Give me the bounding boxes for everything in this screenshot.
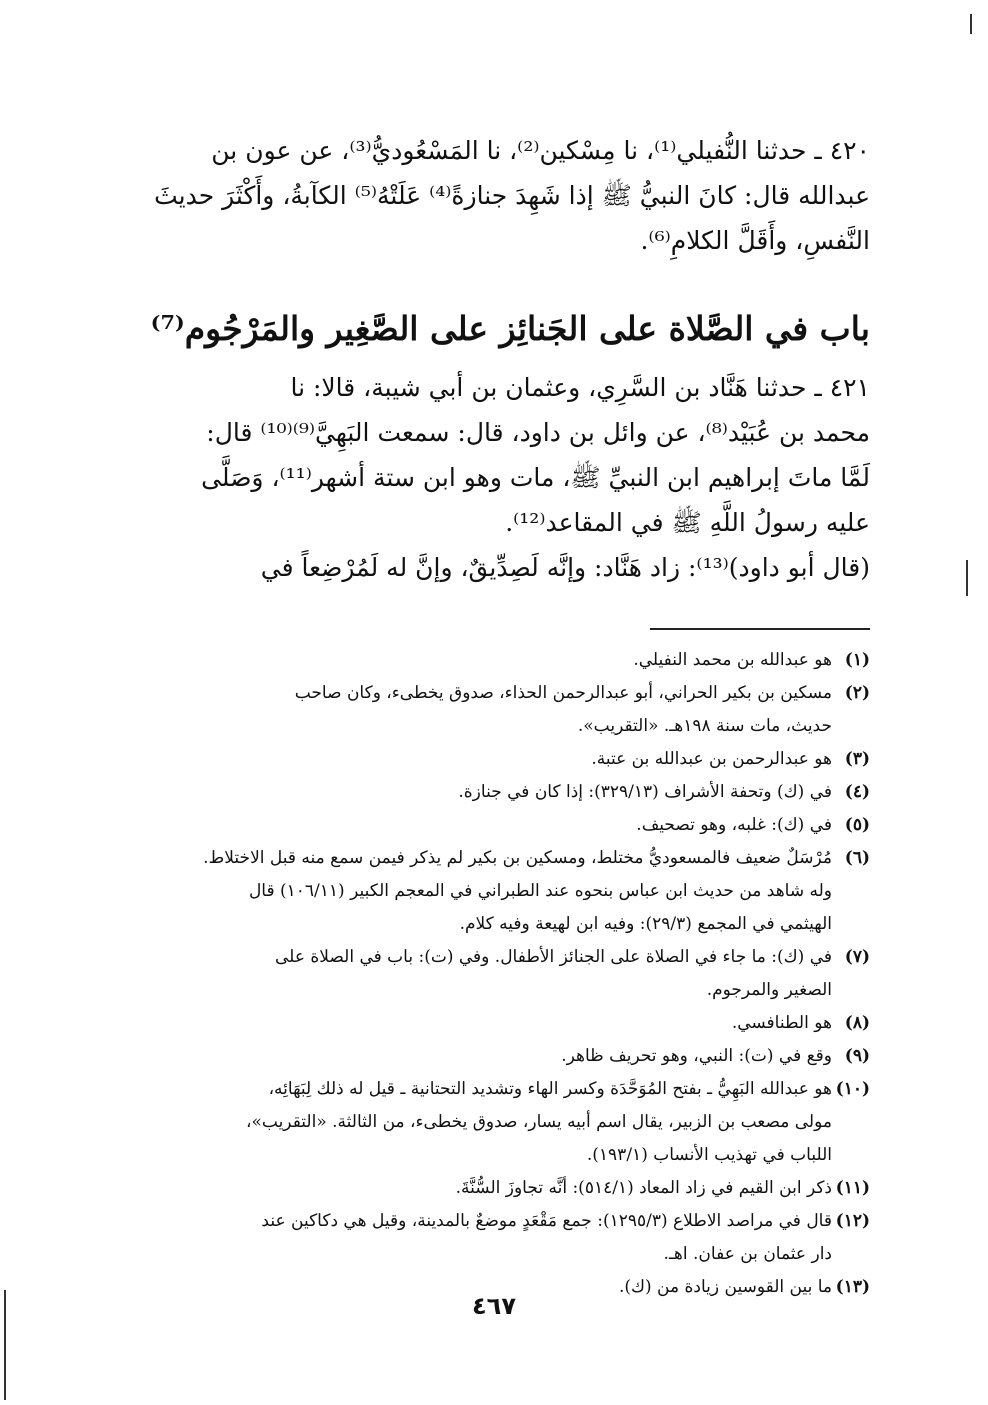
hadith-420 (118, 128, 870, 263)
footnote-line: اللباب في تهذيب الأنساب (١٩٣/١). (586, 1145, 832, 1165)
footnote-line: هو عبدالله بن محمد النفيلي. (633, 650, 832, 670)
footnote-line: وله شاهد من حديث ابن عباس بنحوه عند الطبراني في المعجم الكبير (١٠٦/١١) قال (248, 881, 832, 901)
footnote-text (118, 743, 832, 776)
footnote-line: الصغير والمرجوم. (706, 980, 832, 1000)
footnote-number: (١٢) (835, 1211, 870, 1231)
footnotes-list (118, 644, 870, 1304)
footnote-number: (٤) (844, 782, 870, 802)
footnote (118, 1040, 870, 1073)
footnote-text (118, 842, 832, 941)
footnote-number: (١٣) (835, 1277, 870, 1297)
footnote-line: مولى مصعب بن الزبير، يقال اسم أبيه يسار، صدوق يخطىء، من الثالثة. «التقريب»، (246, 1112, 832, 1132)
footnote-line: هو عبدالرحمن بن عبدالله بن عتبة. (591, 749, 832, 769)
footnote-number: (٥) (844, 815, 870, 835)
footnote-number: (٨) (844, 1013, 870, 1033)
footnote-line: هو عبدالله البَهِيُّ ـ بفتح المُوَحَّدَة وكسر الهاء وتشديد التحتانية ـ قيل له ذلك لِبَهَائِه، (268, 1079, 832, 1099)
footnote (118, 644, 870, 677)
footnote-text (118, 1040, 832, 1073)
text-line: عبدالله قال: كانَ النبيُّ ﷺ إذا شَهِدَ جنازةً⁽⁴⁾ عَلَتْهُ⁽⁵⁾ الكآبةُ، وأَكْثَرَ حديثَ (154, 181, 870, 210)
footnote-text (118, 1205, 832, 1271)
footnote-text (118, 1007, 832, 1040)
page-content (118, 128, 870, 1304)
footnote-number: (١١) (835, 1178, 870, 1198)
footnote (118, 743, 870, 776)
footnote-line: في (ك) وتحفة الأشراف (٣٢٩/١٣): إذا كان في جنازة. (458, 782, 832, 802)
footnote (118, 1007, 870, 1040)
footnote-number: (١٠) (835, 1079, 870, 1099)
footnote-line: حديث، مات سنة ١٩٨هـ. «التقريب». (577, 716, 832, 736)
text-line: ٤٢٠ ـ حدثنا النُّفيلي⁽¹⁾، نا مِسْكين⁽²⁾، نا المَسْعُوديُّ⁽³⁾، عن عون بن (211, 136, 870, 165)
chapter-heading: باب في الصَّلاة على الجَنائِز على الصَّغِير والمَرْجُوم⁽⁷⁾ (150, 309, 870, 348)
footnote-number: (٦) (844, 848, 870, 868)
footnote-line: قال في مراصد الاطلاع (١٢٩٥/٣): جمع مَقْعَدٍ موضعٌ بالمدينة، وقيل هي دكاكين عند (261, 1211, 832, 1231)
text-line: عليه رسولُ اللَّهِ ﷺ في المقاعد⁽¹²⁾. (505, 508, 870, 537)
text-line: (قال أبو داود)⁽¹³⁾: زاد هَنَّاد: وإنَّه لَصِدِّيقٌ، وإنَّ له لَمُرْضِعاً في (260, 553, 870, 582)
footnote-text (118, 941, 832, 1007)
footnote (118, 842, 870, 941)
footnote-text (118, 776, 832, 809)
scan-margin-mark (4, 1290, 6, 1400)
text-line: محمد بن عُبَيْد⁽⁸⁾، عن وائل بن داود، قال: سمعت البَهِيَّ⁽⁹⁾⁽¹⁰⁾ قال: (206, 418, 870, 447)
footnote-text (118, 809, 832, 842)
footnote-line: في (ك): ما جاء في الصلاة على الجنائز الأطفال. وفي (ت): باب في الصلاة على (275, 947, 832, 967)
footnote (118, 1205, 870, 1271)
footnote-text (118, 644, 832, 677)
page-number: ٤٦٧ (472, 1292, 516, 1320)
scan-margin-mark (970, 14, 972, 34)
footnote-number: (٢) (844, 683, 870, 703)
footnote-line: في (ك): غلبه، وهو تصحيف. (636, 815, 832, 835)
footnote-number: (٣) (844, 749, 870, 769)
footnote-text (118, 677, 832, 743)
footnote (118, 677, 870, 743)
footnote-line: مسكين بن بكير الحراني، أبو عبدالرحمن الحذاء، صدوق يخطىء، وكان صاحب (294, 683, 832, 703)
footnote-line: الهيثمي في المجمع (٢٩/٣): وفيه ابن لهيعة وفيه كلام. (459, 914, 832, 934)
text-line: النَّفسِ، وأَقَلَّ الكلامِ⁽⁶⁾. (640, 226, 870, 255)
footnote-number: (١) (844, 650, 870, 670)
footnote-text (118, 1073, 832, 1172)
footnote-line: هو الطنافسي. (731, 1013, 832, 1033)
hadith-421 (118, 365, 870, 590)
footnote (118, 1073, 870, 1172)
footnote (118, 776, 870, 809)
footnote-line: مُرْسَلٌ ضعيف فالمسعوديُّ مختلط، ومسكين بن بكير لم يذكر فيمن سمع منه قبل الاختلاط. (203, 848, 832, 868)
footnote-line: دار عثمان بن عفان. اهـ. (663, 1244, 832, 1264)
footnote-text (118, 1172, 832, 1205)
footnote-separator (650, 628, 870, 630)
footnote-line: ما بين القوسين زيادة من (ك). (618, 1277, 832, 1297)
footnote (118, 809, 870, 842)
footnote-number: (٧) (844, 947, 870, 967)
footnote-line: ذكر ابن القيم في زاد المعاد (٥١٤/١): أنَّه تجاوزَ السُّنَّةَ. (455, 1178, 832, 1198)
footnote (118, 1172, 870, 1205)
footnote-number: (٩) (844, 1046, 870, 1066)
text-line: لَمَّا ماتَ إبراهيم ابن النبيِّ ﷺ، مات وهو ابن ستة أشهر⁽¹¹⁾، وَصَلَّى (201, 463, 870, 492)
footnote-line: وقع في (ت): النبي، وهو تحريف ظاهر. (561, 1046, 832, 1066)
text-line: ٤٢١ ـ حدثنا هَنَّاد بن السَّرِي، وعثمان بن أبي شيبة، قالا: نا (290, 373, 870, 402)
scan-margin-mark (966, 560, 968, 596)
footnote (118, 941, 870, 1007)
